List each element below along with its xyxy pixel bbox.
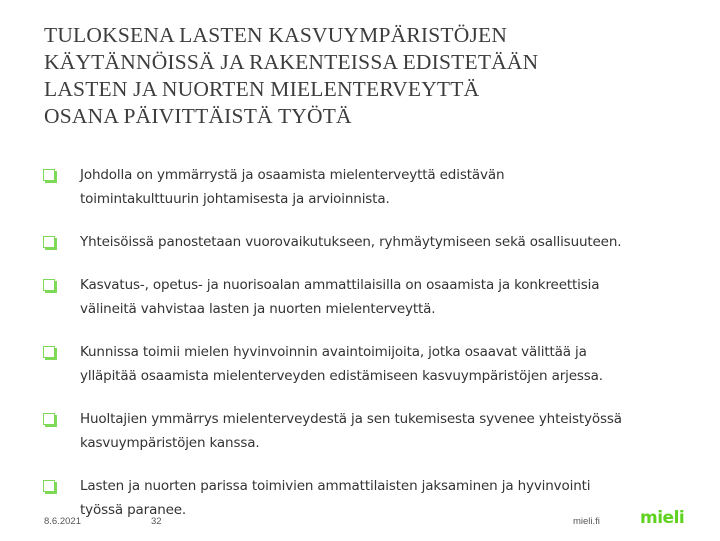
checkbox-square-icon <box>43 480 55 492</box>
bullet-text-line: Kasvatus-, opetus- ja nuorisoalan ammattilaisilla on osaamista ja konkreettisia <box>80 277 600 293</box>
bullet-text-line: Kunnissa toimii mielen hyvinvoinnin avaintoimijoita, jotka osaavat välittää ja <box>80 344 587 360</box>
bullet-item <box>43 474 693 522</box>
title-line: KÄYTÄNNÖISSÄ JA RAKENTEISSA EDISTETÄÄN <box>44 50 539 74</box>
slide-title <box>44 22 694 130</box>
checkbox-square-icon <box>43 169 55 181</box>
bullet-item <box>43 407 693 455</box>
title-line: TULOKSENA LASTEN KASVUYMPÄRISTÖJEN <box>44 23 508 47</box>
checkbox-square-icon <box>43 346 55 358</box>
bullet-item <box>43 230 693 254</box>
checkbox-square-icon <box>43 279 55 291</box>
brand-logo: mieli <box>640 508 685 528</box>
bullet-text-line: työssä paranee. <box>80 502 187 518</box>
bullet-text-line: Yhteisöissä panostetaan vuorovaikutukseen, ryhmäytymiseen sekä osallisuuteen. <box>80 234 622 250</box>
bullet-list <box>43 163 693 541</box>
bullet-text-line: ylläpitää osaamista mielenterveyden edistämiseen kasvuympäristöjen arjessa. <box>80 368 603 384</box>
bullet-text-line: välineitä vahvistaa lasten ja nuorten mielenterveyttä. <box>80 301 436 317</box>
bullet-item <box>43 340 693 388</box>
footer-page-number: 32 <box>151 516 162 527</box>
checkbox-square-icon <box>43 413 55 425</box>
bullet-text-line: kasvuympäristöjen kanssa. <box>80 435 260 451</box>
bullet-text-line: Huoltajien ymmärrys mielenterveydestä ja sen tukemisesta syvenee yhteistyössä <box>80 411 622 427</box>
bullet-text-line: Lasten ja nuorten parissa toimivien ammattilaisten jaksaminen ja hyvinvointi <box>80 478 591 494</box>
bullet-text-line: Johdolla on ymmärrystä ja osaamista mielenterveyttä edistävän <box>80 167 505 183</box>
bullet-item <box>43 163 693 211</box>
checkbox-square-icon <box>43 236 55 248</box>
footer-date: 8.6.2021 <box>44 516 81 527</box>
title-line: OSANA PÄIVITTÄISTÄ TYÖTÄ <box>44 104 352 128</box>
footer-url: mieli.fi <box>573 516 600 527</box>
bullet-text-line: toimintakulttuurin johtamisesta ja arvioinnista. <box>80 191 390 207</box>
title-line: LASTEN JA NUORTEN MIELENTERVEYTTÄ <box>44 77 480 101</box>
bullet-item <box>43 273 693 321</box>
